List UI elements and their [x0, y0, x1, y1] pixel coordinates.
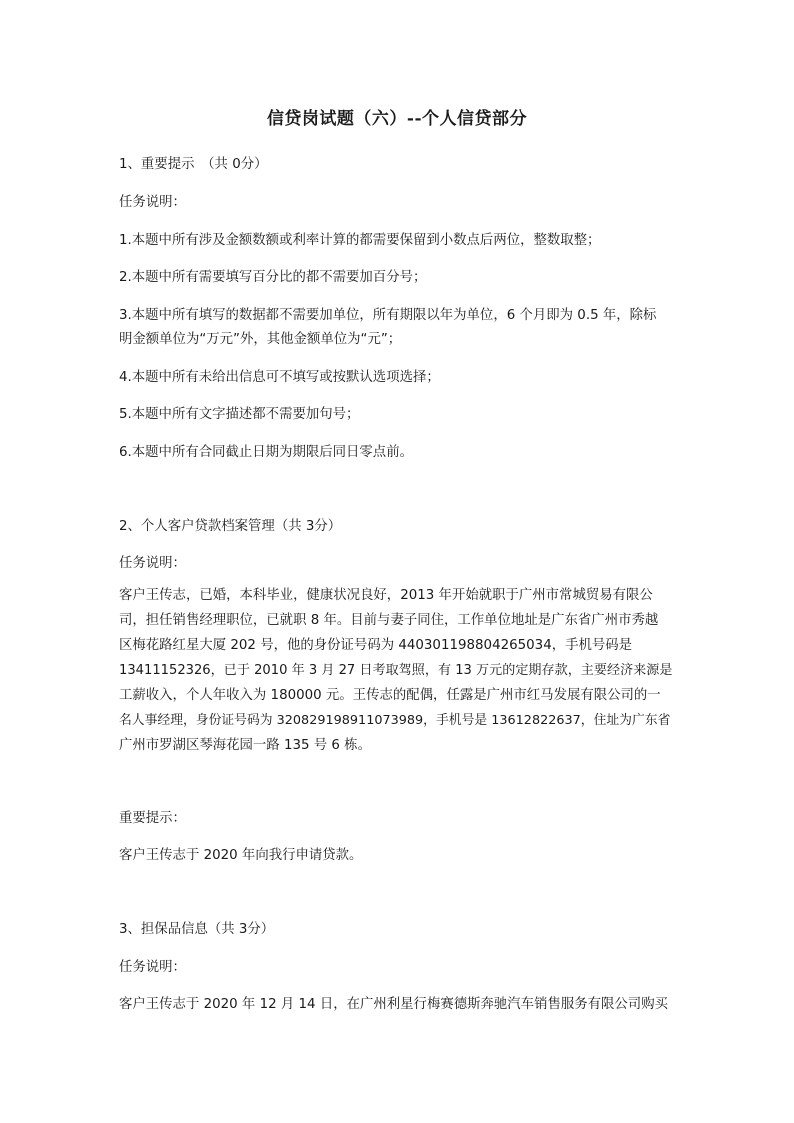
section2-task-label: 任务说明：	[119, 556, 186, 571]
paragraph-line: 工薪收入，个人年收入为 180000 元。王传志的配偶，任露是广州市红马发展有限公司的一	[119, 688, 661, 703]
notice-text: 客户王传志于 2020 年向我行申请贷款。	[119, 848, 363, 863]
rule-3-continued: 明金额单位为“万元”外，其他金额单位为“元”；	[119, 332, 402, 347]
rule-2: 2.本题中所有需要填写百分比的都不需要加百分号；	[119, 270, 427, 285]
paragraph-line: 13411152326，已于 2010 年 3 月 27 日考取驾照，有 13 万元的定期存款，主要经济来源是	[119, 663, 673, 678]
paragraph-line: 广州市罗湖区琴海花园一路 135 号 6 栋。	[119, 738, 371, 753]
section3-body-line: 客户王传志于 2020 年 12 月 14 日，在广州利星行梅赛德斯奔驰汽车销售服务有限公司购买	[119, 997, 668, 1012]
rule-1: 1.本题中所有涉及金额数额或利率计算的都需要保留到小数点后两位，整数取整；	[119, 233, 601, 248]
section3-task-label: 任务说明：	[119, 960, 186, 975]
notice-label: 重要提示：	[119, 811, 186, 826]
paragraph-line: 名人事经理，身份证号码为 320829198911073989，手机号是 13612822637，住址为广东省	[119, 713, 671, 728]
section2-heading: 2、个人客户贷款档案管理（共 3分）	[119, 519, 342, 534]
customer-profile-paragraph	[119, 583, 679, 758]
section3-heading: 3、担保品信息（共 3分）	[119, 922, 275, 937]
rule-6: 6.本题中所有合同截止日期为期限后同日零点前。	[119, 445, 413, 460]
document-title: 信贷岗试题（六）--个人信贷部分	[266, 109, 528, 129]
section1-heading: 1、重要提示 （共 0分）	[119, 157, 268, 172]
paragraph-line: 客户王传志，已婚，本科毕业，健康状况良好，2013 年开始就职于广州市常城贸易有限公	[119, 588, 653, 603]
rule-4: 4.本题中所有未给出信息可不填写或按默认选项选择；	[119, 370, 440, 385]
paragraph-line: 区梅花路红星大厦 202 号，他的身份证号码为 440301198804265034，手机号码是	[119, 638, 633, 653]
rule-5: 5.本题中所有文字描述都不需要加句号；	[119, 407, 360, 422]
rule-3: 3.本题中所有填写的数据都不需要加单位，所有期限以年为单位，6 个月即为 0.5 年，除标	[119, 308, 657, 323]
paragraph-line: 司，担任销售经理职位，已就职 8 年。目前与妻子同住，工作单位地址是广东省广州市秀越	[119, 613, 659, 628]
section1-task-label: 任务说明：	[119, 195, 186, 210]
